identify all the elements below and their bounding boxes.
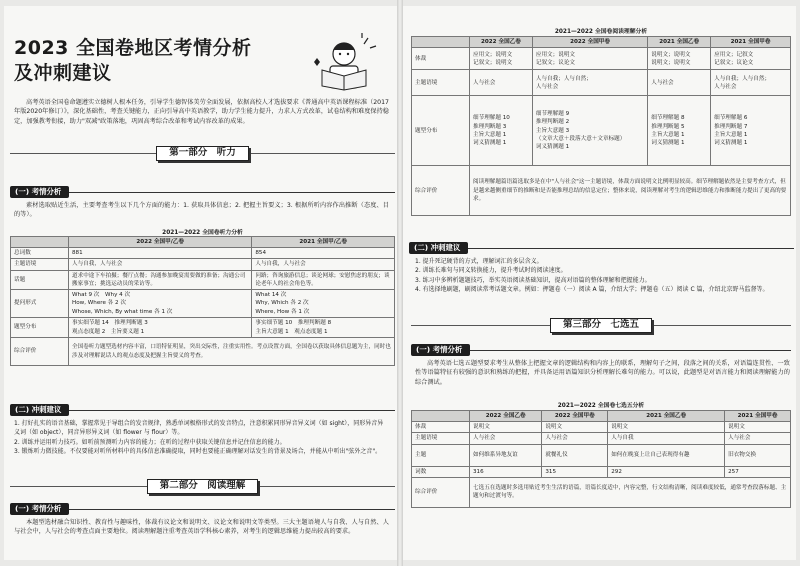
part1-heading	[10, 146, 395, 161]
table-cell: What 14 次 Why, Which 各 2 次 Where, How 各 1 次	[252, 290, 395, 318]
row-label-cell: 综合评价	[412, 477, 470, 507]
table-cell: 881	[69, 248, 252, 259]
right-page	[403, 6, 796, 560]
left-page	[4, 6, 397, 560]
table-cell: 说明文	[608, 422, 725, 433]
table-cell: 应用文；记叙文 记叙文；议论文	[711, 48, 791, 70]
table-cell: 292	[608, 466, 725, 477]
title-line-2: 及冲刺建议	[14, 62, 112, 84]
table-cell: 细节理解题 9 推理判断题 2 主旨大意题 3 （文章大意＋段落大意＋文章标题） 词义猜测题 1	[532, 96, 647, 166]
part1-sec1-label: (一) 考情分析	[10, 186, 69, 198]
table-cell: 人与自我，人与社会	[69, 259, 252, 270]
table-header-row	[412, 411, 791, 422]
table-header-cell: 2021 全国乙卷	[648, 37, 711, 48]
seven-choose-five-table	[411, 410, 791, 508]
tip-item: 1. 打好扎实的语音基础，掌握常见于导组合的发音规律，熟悉单词极格形式的发音特点，注意积累同形异音异义词（如 sight），同形异音异义词（如 object），同音异形异义词（如 flower 与 flour）等。	[14, 420, 384, 437]
table-header-cell: 2022 全国甲/乙卷	[69, 237, 252, 248]
part2-heading	[10, 479, 395, 494]
part2-tips	[415, 257, 790, 294]
listening-table	[10, 236, 395, 366]
part2-table-caption: 2021—2022 全国卷阅读理解分析	[554, 29, 648, 35]
table-cell: 如何在晚宴上让自己表现得有趣	[608, 444, 725, 466]
row-label-cell: 主题语境	[412, 70, 470, 96]
table-header-cell: 2021 全国甲卷	[725, 411, 791, 422]
table-cell: 全国卷听力题型选材内容丰富，口语特征明显，突出交际性，注重实用性。考点设置方面，全国卷以获取具体信息题为主，同时也涉及对理解说话人的观点态度及把握主旨要义的考查。	[69, 338, 395, 366]
table-cell: 问路；咨询旅游信息；谈论网球；安慰焦虑的朋友；谈论老年人的社会角色等。	[252, 270, 395, 289]
reading-table	[411, 36, 791, 216]
table-cell: 细节理解题 8 推理判断题 5 主旨大意题 1 词义猜测题 1	[648, 96, 711, 166]
table-cell: 阅读理解题篇语篇选取多是在中"人与社会"这一主题语境，体裁方面说明文比例明显较高。细节理解题依然是主要考查方式，但是越来越侧重细节的推断和是否能推理总结的信息定位；整体来说，阅读理解对考生的逻辑思维能力和推断能力提出了更高的要求。	[470, 166, 791, 216]
table-cell: 如何维系异地友谊	[470, 444, 542, 466]
row-label-cell: 词数	[412, 466, 470, 477]
table-cell: 316	[470, 466, 542, 477]
part3-sec1-header	[411, 344, 791, 356]
table-cell: 道求中途下车拍摄；餐厅点餐；沟通参加晚宴需要做的准备；沟通公司搬家事宜；挑选运动员的采访等。	[69, 270, 252, 289]
row-label-cell: 体裁	[412, 422, 470, 433]
table-header-cell: 2022 全国乙卷	[470, 411, 542, 422]
table-cell: 人与社会	[648, 70, 711, 96]
part3-paragraph: 高考英语七选五题型要求考生从整体上把握文章的逻辑结构和内容上的联系，理解句子之间，段落之间的关系，对语篇连贯性、一致性等语篇特征有较强的意识和熟练的把握，并具备运用语篇知识分析理解长难句的能力。可以说，此题型是对语言能力和阅读理解能力的综合测试。	[415, 360, 790, 386]
row-label-cell: 综合评价	[412, 166, 470, 216]
part2-sec2-label: (二) 冲刺建议	[409, 242, 468, 254]
part2-sec2-header	[409, 242, 794, 254]
table-row	[412, 48, 791, 70]
page-title	[14, 36, 252, 86]
table-cell: 人与社会	[470, 70, 533, 96]
table-cell: 315	[542, 466, 608, 477]
table-cell: 人与自我；人与自然； 人与社会	[532, 70, 647, 96]
table-cell: 人与自我	[608, 433, 725, 444]
table-cell: 人与社会	[725, 433, 791, 444]
table-cell: What 9 次 Why 4 次 How, Where 各 2 次 Whose, Which, By what time 各 1 次	[69, 290, 252, 318]
table-header-cell: 2021 全国甲卷	[711, 37, 791, 48]
table-cell: 人与自我；人与自然； 人与社会	[711, 70, 791, 96]
table-row	[412, 166, 791, 216]
part1-tips	[14, 419, 389, 456]
table-row	[412, 70, 791, 96]
part2-sec1-label: (一) 考情分析	[10, 503, 69, 515]
part3-sec1-label: (一) 考情分析	[411, 344, 470, 356]
table-header-row	[412, 37, 791, 48]
row-label-cell: 综合评价	[11, 338, 69, 366]
table-cell: 事实细节题 14 推理判断题 3 观点态度题 2 主旨要义题 1	[69, 318, 252, 338]
table-cell: 说明文	[725, 422, 791, 433]
part3-table-caption: 2021—2022 全国卷七选五分析	[557, 403, 645, 409]
table-header-cell: 2022 全国甲卷	[542, 411, 608, 422]
table-row	[11, 248, 395, 259]
row-label-cell: 提问形式	[11, 290, 69, 318]
part2-sec1-header	[10, 503, 395, 515]
table-header-cell	[412, 411, 470, 422]
table-header-cell: 2022 全国甲卷	[532, 37, 647, 48]
table-cell: 细节理解题 6 推理判断题 7 主旨大意题 1 词义猜测题 1	[711, 96, 791, 166]
title-line-1: 2023 全国卷地区考情分析	[14, 37, 252, 59]
part1-sec1-header	[10, 186, 395, 198]
table-cell: 说明文	[542, 422, 608, 433]
table-row	[412, 466, 791, 477]
intro-paragraph: 高考英语全国卷命题遵实立德树人根本任务，引导学生德智体美劳全面发展，依据高校人才选拔要求《普通高中英语课程标准（2017年版2020年修订）》，深化基础性，考查关键能力，正向引导高中英语教学，助力学生能力提升，力求人方式改革，试卷结构和难度保持稳定，加强教考衔接，助力"双减"政策落地，巩固高考综合改革和考试内容改革的成果。	[14, 99, 389, 125]
table-cell: 细节理解题 10 推理判断题 3 主旨大意题 1 词义猜测题 1	[470, 96, 533, 166]
table-cell: 就餐礼仪	[542, 444, 608, 466]
table-header-cell	[11, 237, 69, 248]
table-row	[11, 338, 395, 366]
table-cell: 事实细节题 10 推理判断题 8 主旨大意题 1 观点态度题 1	[252, 318, 395, 338]
table-row	[412, 433, 791, 444]
tip-item: 3. 锻炼听力微技能。不仅要能对听所材料中的具体信息准确提取，同时也要能正确理解对话发生的背景及场合，并能从中听出"弦外之音"。	[14, 447, 382, 455]
table-cell: 说明文	[470, 422, 542, 433]
table-cell: 257	[725, 466, 791, 477]
table-cell: 说明文；说明文 说明文；说明文	[648, 48, 711, 70]
table-cell: 七选五在选题时多选用贴近考生生活的语篇，语篇长度适中，内容完整，行文结构清晰，阅读难度较低，通常考查段落标题、主题句和过渡句等。	[470, 477, 791, 507]
part3-heading-text: 第三部分 七选五	[550, 318, 652, 333]
table-header-cell	[412, 37, 470, 48]
table-cell: 人与社会	[470, 433, 542, 444]
row-label-cell: 主题语境	[11, 259, 69, 270]
student-reading-illustration	[304, 32, 382, 94]
row-label-cell: 总词数	[11, 248, 69, 259]
table-cell: 应用文；说明文 记叙文；议论文	[532, 48, 647, 70]
tip-item: 4. 有选择地刷题，刷阅读常考话题文章。例如：押题卷（一）阅读 A 篇，介绍大学；押题卷（五）阅读 C 篇，介绍北京野马监督等。	[415, 285, 769, 293]
table-row	[412, 444, 791, 466]
part2-paragraph: 本题型选材融合知识性、教育性与趣味性，体裁有议论文和说明文、议论文和说明文等类型。三大主题语境人与自我、人与自然、人与社会中，人与社会的考查点面主要地位。阅读理解题注重考查英语学科核心素养，对考生的逻辑思维能力提出较高的要求。	[14, 519, 389, 536]
table-header-cell: 2021 全国甲/乙卷	[252, 237, 395, 248]
part1-paragraph: 素材选取贴近生活，主要考查考生以下几个方面的能力：1. 获取具体信息；2. 把握主旨要义；3. 根据所听内容作出推断（态度、目的等）。	[14, 202, 389, 219]
table-header-row	[11, 237, 395, 248]
row-label-cell: 体裁	[412, 48, 470, 70]
tip-item: 3. 练习中多辨析题题技巧，举实英语阅读基础知识，提高对语篇的整体理解和把握能力。	[415, 276, 651, 284]
tip-item: 1. 提升死记硬背的方式，理解词汇的多层含义。	[415, 258, 543, 265]
row-label-cell: 题型分布	[11, 318, 69, 338]
part1-heading-text: 第一部分 听力	[156, 146, 249, 161]
table-cell: 854	[252, 248, 395, 259]
table-cell: 旧衣物交换	[725, 444, 791, 466]
table-header-cell: 2021 全国乙卷	[608, 411, 725, 422]
tip-item: 2. 训练长难句与同义转换能力，提升考试时的阅读速度。	[415, 267, 567, 275]
part1-sec2-label: (二) 冲刺建议	[10, 404, 69, 416]
table-cell: 人与自我，人与社会	[252, 259, 395, 270]
row-label-cell: 题型分布	[412, 96, 470, 166]
table-row	[412, 477, 791, 507]
table-row	[11, 270, 395, 289]
row-label-cell: 主题语境	[412, 433, 470, 444]
table-row	[412, 96, 791, 166]
table-row	[11, 290, 395, 318]
row-label-cell: 话题	[11, 270, 69, 289]
table-header-cell: 2022 全国乙卷	[470, 37, 533, 48]
part2-heading-text: 第二部分 阅读理解	[147, 479, 259, 494]
part3-heading	[411, 318, 791, 333]
tip-item: 2. 训练并运用听力技巧。如听前预测听力内容的能力；在听的过程中获取关键信息并记住信息的能力。	[14, 438, 286, 446]
table-cell: 应用文；说明文 记叙文；说明文	[470, 48, 533, 70]
table-row	[11, 318, 395, 338]
row-label-cell: 主题	[412, 444, 470, 466]
part1-sec2-header	[10, 404, 395, 416]
part1-table-caption: 2021—2022 全国卷听力分析	[162, 230, 243, 236]
table-cell: 人与社会	[542, 433, 608, 444]
table-row	[412, 422, 791, 433]
table-row	[11, 259, 395, 270]
